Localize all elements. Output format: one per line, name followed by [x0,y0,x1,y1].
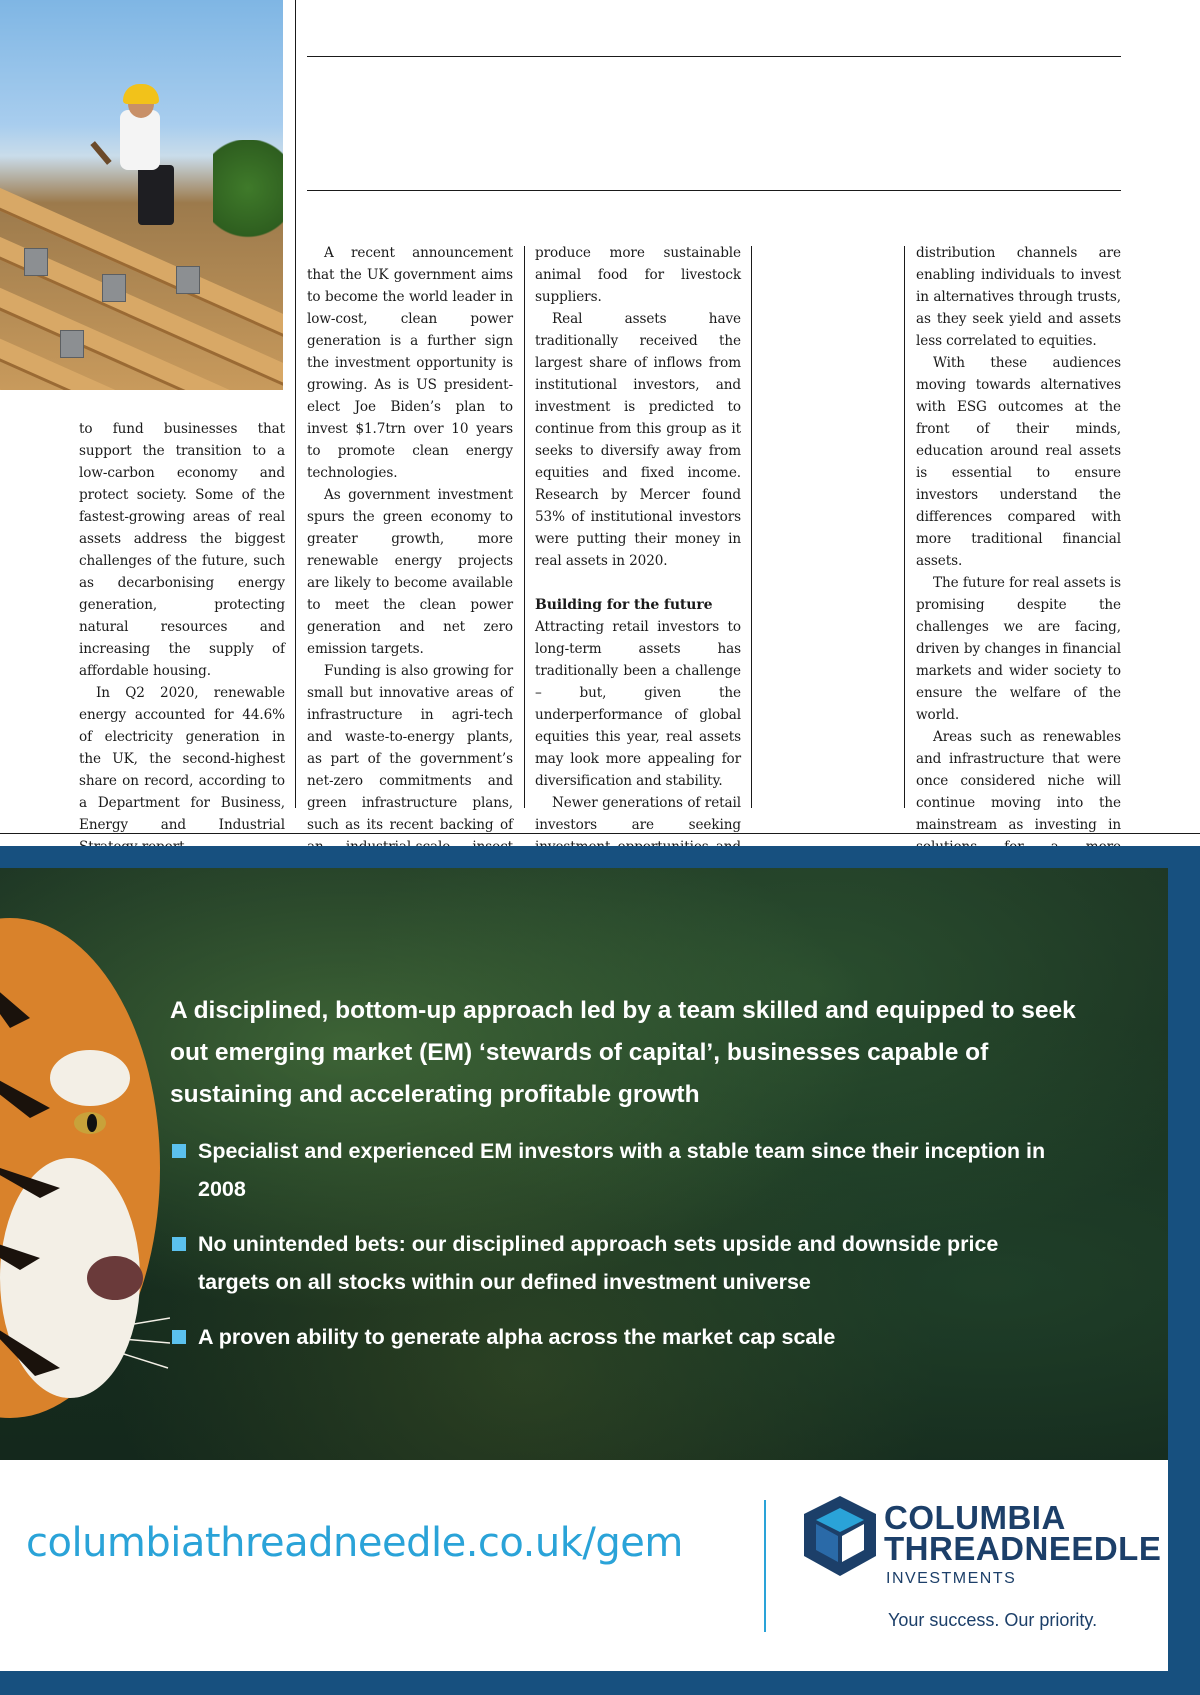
tree-graphic [213,140,283,260]
paragraph: With these audiences moving towards alternatives with ESG outcomes at the front of their minds, education around real assets is essential to ensure investors understand the differences compared with more traditional financial assets. [916,355,1121,569]
logo-line-2: THREADNEEDLE [884,1530,1162,1567]
construction-worker-photo [0,0,283,390]
tiger-image [0,898,170,1458]
columbia-threadneedle-logo-icon [800,1494,880,1578]
paragraph: to fund businesses that support the transition to a low-carbon economy and protect society. Some of the fastest-growing areas of real assets address the biggest challenges of the future, such as decarbonising energy generation, protecting natural resources and increasing the supply of affordable housing. [79,421,285,679]
advertiser-url-link[interactable]: columbiathreadneedle.co.uk/gem [26,1520,683,1566]
article-column-1 [79,418,285,858]
paragraph: distribution channels are enabling individuals to invest in alternatives through trusts, as they seek yield and assets less correlated to equities. [916,245,1121,349]
metal-plate [60,330,84,358]
logo-line-1: COLUMBIA [884,1499,1066,1536]
hard-hat [123,84,159,104]
ad-footer [0,1460,1168,1671]
footer-divider [764,1500,766,1632]
paragraph: The future for real assets is promising despite the challenges we are facing, driven by changes in financial markets and wider society to ensure the welfare of the world. [916,575,1121,723]
paragraph-text: Areas such as renewables and infrastructure that were once considered niche will continue moving into the mainstream as investing in [916,729,1121,833]
square-bullet-icon [172,1144,186,1158]
logo-wordmark [884,1499,1162,1567]
ad-bullet [172,1132,1052,1208]
ad-top-strip [0,846,1200,868]
ad-bullet [172,1318,1052,1356]
header-rule-bottom [307,190,1121,191]
column-rule [524,246,525,808]
column-rule [904,246,905,808]
ad-headline: A disciplined, bottom-up approach led by a team skilled and equipped to seek out emerging market (EM) ‘stewards of capital’, businesses capable of sustaining and accelerating profitable growth [170,997,1076,1108]
ad-image-panel [0,868,1168,1460]
advertisement [0,846,1200,1695]
square-bullet-icon [172,1237,186,1251]
paragraph: Real assets have traditionally received the largest share of inflows from institutional investors, and investment is predicted to continue from this group as it seeks to diversify away from equities and fixed income. Research by Mercer found 53% of institutional investors were putting their money in real assets in 2020. [535,311,741,569]
worker-body [120,110,160,170]
article-column-3 [535,242,741,880]
ad-bullet-list [172,1132,1052,1373]
header-rule-top [307,56,1121,57]
ad-bullet-text: Specialist and experienced EM investors with a stable team since their inception in 2008 [198,1139,1046,1201]
worker-legs [138,165,174,225]
article-column-4 [916,242,1121,902]
ad-bullet-text: No unintended bets: our disciplined approach sets upside and downside price targets on all stocks within our defined investment universe [198,1232,999,1294]
brand-tagline: Your success. Our priority. [888,1610,1098,1630]
metal-plate [24,248,48,276]
square-bullet-icon [172,1330,186,1344]
ad-bullet [172,1225,1052,1301]
paragraph: Attracting retail investors to long-term assets has traditionally been a challenge – but, given the underperformance of global equities this year, real assets may look more appealing for diversification and stability. [535,619,741,789]
logo-subtitle: INVESTMENTS [886,1570,1017,1587]
paragraph: A recent announcement that the UK government aims to become the world leader in low-cost, clean power generation is a further sign the investment opportunity is growing. As is US president-elect Joe Biden’s plan to invest $1.7trn over 10 years to promote clean energy technologies. [307,245,513,481]
ad-bullet-text: A proven ability to generate alpha across the market cap scale [198,1325,836,1349]
paragraph: Funding is also growing for small but innovative areas of infrastructure in agri-tech and waste-to-energy plants, as part of the government’s net-zero commitments and green infrastructure plans, such as its recent backing of [307,663,513,833]
paragraph: In Q2 2020, renewable energy accounted for 44.6% of electricity generation in the UK, the second-highest share on record, according to a Department for Business, Energy and Industrial [79,685,285,833]
article-column-2 [307,242,513,880]
paragraph: produce more sustainable animal food for livestock suppliers. [535,245,741,305]
hammer-icon [90,141,111,165]
metal-plate [176,266,200,294]
paragraph: Newer generations of retail investors are seeking [535,795,741,833]
paragraph: As government investment spurs the green economy to greater growth, more renewable energy projects are likely to become available to meet the clean power generation and net zero emission targets. [307,487,513,657]
subheading: Building for the future [535,597,713,613]
column-rule [295,0,296,808]
column-rule [751,246,752,808]
metal-plate [102,274,126,302]
